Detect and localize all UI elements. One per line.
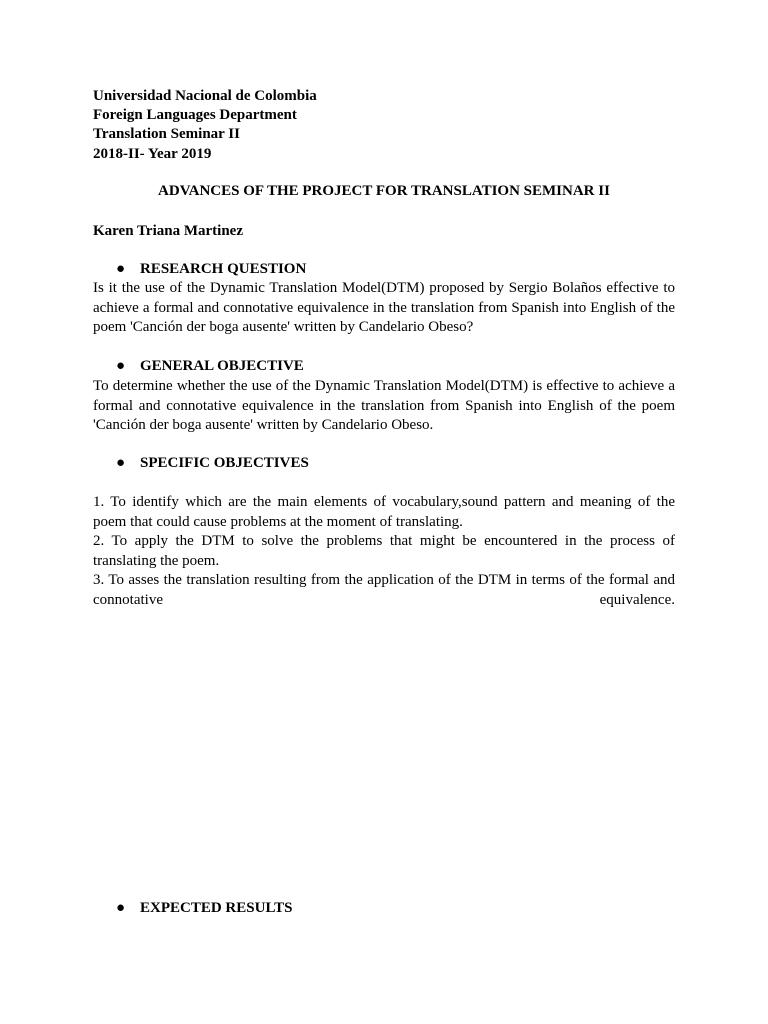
section-heading-label: EXPECTED RESULTS — [140, 900, 293, 916]
research-question-body: Is it the use of the Dynamic Translation Model(DTM) proposed by Sergio Bolaños effective to achieve a formal and connotative equivalence in the translation from Spanish into English of the poem 'Canción der boga ausente' written by Candelario Obeso? — [93, 280, 675, 336]
section-heading-label: SPECIFIC OBJECTIVES — [140, 455, 309, 471]
author-name: Karen Triana Martinez — [93, 223, 243, 239]
bullet-icon: ● — [116, 261, 126, 277]
expected-results-heading — [116, 900, 292, 917]
section-heading-label: RESEARCH QUESTION — [140, 261, 307, 277]
specific-objective-item: 1. To identify which are the main elements of vocabulary,sound pattern and meaning of the poem that could cause problems at the moment of translating. — [93, 494, 675, 530]
document-title: ADVANCES OF THE PROJECT FOR TRANSLATION SEMINAR II — [158, 183, 610, 199]
specific-objective-item: 3. To asses the translation resulting from the application of the DTM in terms of the formal and connotative equivalence. — [93, 572, 675, 608]
department-name: Foreign Languages Department — [93, 107, 297, 123]
section-heading-label: GENERAL OBJECTIVE — [140, 358, 304, 374]
bullet-icon: ● — [116, 358, 126, 374]
general-objective-heading — [116, 358, 304, 375]
academic-period: 2018-II- Year 2019 — [93, 146, 212, 162]
specific-objectives-heading — [116, 455, 309, 472]
bullet-icon: ● — [116, 900, 126, 916]
general-objective-body: To determine whether the use of the Dynamic Translation Model(DTM) is effective to achieve a formal and connotative equivalence in the translation from Spanish into English of the poem 'Canción der boga ausente' written by Candelario Obeso. — [93, 378, 675, 434]
course-name: Translation Seminar II — [93, 126, 240, 142]
university-name: Universidad Nacional de Colombia — [93, 88, 317, 104]
bullet-icon: ● — [116, 455, 126, 471]
research-question-heading — [116, 261, 306, 278]
specific-objective-item: 2. To apply the DTM to solve the problems that might be encountered in the process of translating the poem. — [93, 533, 675, 569]
